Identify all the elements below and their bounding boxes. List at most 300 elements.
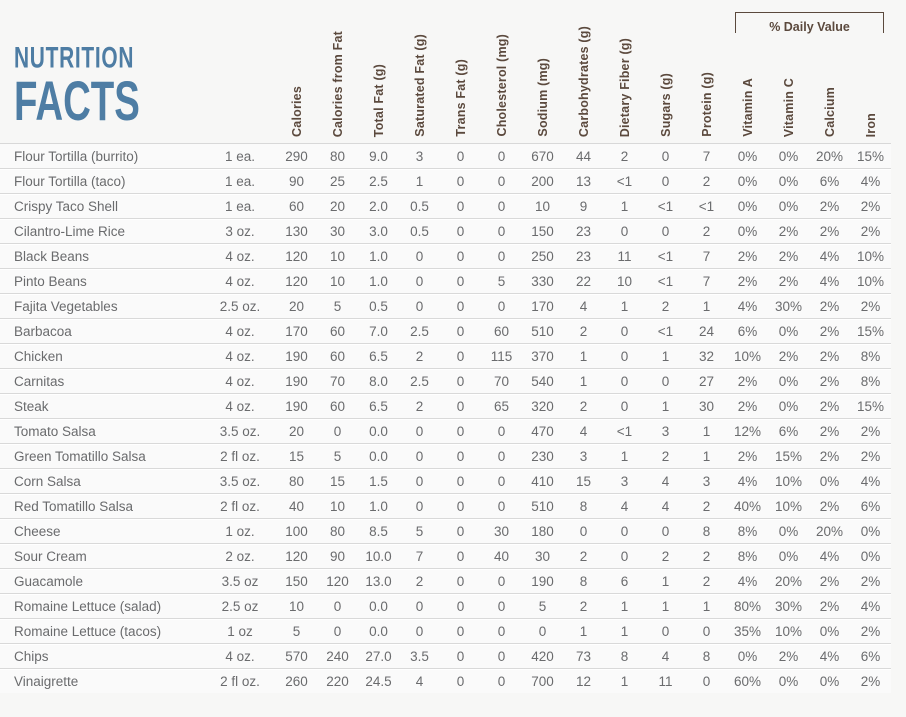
value-cell: 70: [481, 368, 522, 393]
table-row: [0, 643, 891, 668]
value-cell: 60: [276, 193, 317, 218]
value-cell: 170: [522, 293, 563, 318]
serving-size-cell: 3.5 oz: [204, 568, 276, 593]
column-header-trans-fat-g: [440, 0, 481, 144]
value-cell: 6%: [727, 318, 768, 343]
value-cell: 0: [440, 368, 481, 393]
value-cell: 24: [686, 318, 727, 343]
value-cell: 30%: [768, 293, 809, 318]
value-cell: 0: [440, 618, 481, 643]
value-cell: 10: [317, 243, 358, 268]
value-cell: 5: [317, 443, 358, 468]
value-cell: 0%: [809, 618, 850, 643]
value-cell: 290: [276, 144, 317, 168]
value-cell: 20%: [809, 144, 850, 168]
value-cell: 510: [522, 493, 563, 518]
value-cell: 1: [604, 443, 645, 468]
value-cell: 2%: [809, 293, 850, 318]
table-row: [0, 393, 891, 418]
value-cell: 13.0: [358, 568, 399, 593]
value-cell: 100: [276, 518, 317, 543]
value-cell: 2%: [850, 293, 891, 318]
value-cell: 4%: [850, 468, 891, 493]
value-cell: 320: [522, 393, 563, 418]
value-cell: 150: [522, 218, 563, 243]
column-header-total-fat-g: [358, 0, 399, 144]
table-row: [0, 218, 891, 243]
value-cell: 8.0: [358, 368, 399, 393]
value-cell: 0: [604, 543, 645, 568]
value-cell: 12: [563, 668, 604, 693]
value-cell: 30: [481, 518, 522, 543]
table-row: [0, 543, 891, 568]
value-cell: 8: [686, 643, 727, 668]
value-cell: 15%: [850, 318, 891, 343]
value-cell: 0: [481, 468, 522, 493]
serving-size-cell: 2.5 oz: [204, 593, 276, 618]
column-header-label: Total Fat (g): [371, 63, 386, 137]
item-name-cell: Black Beans: [0, 243, 204, 268]
value-cell: 15: [276, 443, 317, 468]
value-cell: 2%: [727, 393, 768, 418]
value-cell: 0: [645, 368, 686, 393]
value-cell: 8: [563, 568, 604, 593]
value-cell: 9: [563, 193, 604, 218]
value-cell: 30: [522, 543, 563, 568]
value-cell: 0%: [768, 144, 809, 168]
serving-size-cell: 2 fl oz.: [204, 493, 276, 518]
value-cell: 4%: [809, 543, 850, 568]
value-cell: 2%: [809, 593, 850, 618]
item-name-cell: Barbacoa: [0, 318, 204, 343]
value-cell: 2: [399, 393, 440, 418]
value-cell: 230: [522, 443, 563, 468]
value-cell: 7: [399, 543, 440, 568]
value-cell: 44: [563, 144, 604, 168]
value-cell: 0: [440, 643, 481, 668]
value-cell: 330: [522, 268, 563, 293]
value-cell: 2%: [809, 443, 850, 468]
value-cell: 10: [317, 268, 358, 293]
item-name-cell: Carnitas: [0, 368, 204, 393]
value-cell: 0%: [727, 218, 768, 243]
value-cell: <1: [686, 193, 727, 218]
value-cell: 8%: [850, 343, 891, 368]
value-cell: 0: [440, 318, 481, 343]
value-cell: 2: [399, 568, 440, 593]
value-cell: 0.5: [399, 193, 440, 218]
value-cell: 2%: [850, 443, 891, 468]
value-cell: 0: [317, 593, 358, 618]
column-header-label: Sodium (mg): [535, 58, 550, 137]
item-name-cell: Pinto Beans: [0, 268, 204, 293]
value-cell: 2%: [809, 218, 850, 243]
value-cell: 4%: [850, 168, 891, 193]
value-cell: 2: [399, 343, 440, 368]
value-cell: 60%: [727, 668, 768, 693]
item-name-cell: Sour Cream: [0, 543, 204, 568]
column-header-label: Protein (g): [699, 72, 714, 137]
value-cell: 0: [440, 518, 481, 543]
value-cell: 20%: [809, 518, 850, 543]
value-cell: 2%: [768, 218, 809, 243]
item-name-cell: Flour Tortilla (burrito): [0, 144, 204, 168]
value-cell: 0: [645, 618, 686, 643]
value-cell: 1: [604, 293, 645, 318]
value-cell: 1: [604, 668, 645, 693]
value-cell: 0: [481, 493, 522, 518]
value-cell: 25: [317, 168, 358, 193]
value-cell: 2%: [850, 418, 891, 443]
value-cell: 0: [399, 468, 440, 493]
logo-text-nutrition: NUTRITION: [14, 41, 135, 75]
value-cell: 2.5: [399, 368, 440, 393]
value-cell: 20: [317, 193, 358, 218]
value-cell: 0%: [809, 668, 850, 693]
value-cell: 540: [522, 368, 563, 393]
value-cell: 4: [563, 293, 604, 318]
value-cell: 2%: [809, 418, 850, 443]
value-cell: 40: [276, 493, 317, 518]
serving-size-cell: 4 oz.: [204, 343, 276, 368]
value-cell: <1: [645, 193, 686, 218]
item-name-cell: Flour Tortilla (taco): [0, 168, 204, 193]
value-cell: 0: [399, 293, 440, 318]
value-cell: 8%: [727, 543, 768, 568]
value-cell: 70: [317, 368, 358, 393]
value-cell: 0: [481, 193, 522, 218]
value-cell: 1: [686, 418, 727, 443]
value-cell: 11: [645, 668, 686, 693]
value-cell: 0: [645, 518, 686, 543]
value-cell: 0: [440, 243, 481, 268]
item-name-cell: Fajita Vegetables: [0, 293, 204, 318]
value-cell: 4%: [727, 468, 768, 493]
value-cell: 1.5: [358, 468, 399, 493]
column-header-protein-g: [686, 0, 727, 144]
table-row: [0, 293, 891, 318]
value-cell: 5: [481, 268, 522, 293]
table-row: [0, 318, 891, 343]
value-cell: 0.0: [358, 418, 399, 443]
value-cell: 2: [686, 568, 727, 593]
value-cell: 40: [481, 543, 522, 568]
value-cell: 130: [276, 218, 317, 243]
value-cell: 0: [399, 268, 440, 293]
value-cell: 10: [522, 193, 563, 218]
value-cell: 9.0: [358, 144, 399, 168]
value-cell: 470: [522, 418, 563, 443]
value-cell: 0: [563, 518, 604, 543]
value-cell: 1: [645, 593, 686, 618]
value-cell: 0%: [768, 368, 809, 393]
value-cell: 0: [440, 268, 481, 293]
value-cell: 22: [563, 268, 604, 293]
serving-size-cell: 3.5 oz.: [204, 418, 276, 443]
value-cell: 260: [276, 668, 317, 693]
value-cell: 24.5: [358, 668, 399, 693]
value-cell: 0: [686, 618, 727, 643]
value-cell: 0: [481, 668, 522, 693]
value-cell: 4: [399, 668, 440, 693]
value-cell: 0: [440, 343, 481, 368]
value-cell: 120: [276, 268, 317, 293]
value-cell: 6.5: [358, 393, 399, 418]
column-header-label: Saturated Fat (g): [412, 34, 427, 137]
value-cell: 2: [645, 293, 686, 318]
value-cell: 15: [317, 468, 358, 493]
value-cell: 0: [604, 393, 645, 418]
table-row: [0, 493, 891, 518]
value-cell: 4%: [727, 293, 768, 318]
value-cell: <1: [645, 243, 686, 268]
value-cell: 0: [440, 593, 481, 618]
value-cell: 190: [522, 568, 563, 593]
column-header-label: Cholesterol (mg): [494, 34, 509, 137]
value-cell: 670: [522, 144, 563, 168]
table-row: [0, 443, 891, 468]
value-cell: 2%: [768, 243, 809, 268]
value-cell: 12%: [727, 418, 768, 443]
value-cell: 250: [522, 243, 563, 268]
table-row: [0, 268, 891, 293]
value-cell: 0: [481, 144, 522, 168]
value-cell: 1.0: [358, 243, 399, 268]
value-cell: 0%: [850, 543, 891, 568]
table-row: [0, 618, 891, 643]
value-cell: 90: [276, 168, 317, 193]
value-cell: 0: [399, 593, 440, 618]
value-cell: 0: [645, 218, 686, 243]
table-row: [0, 668, 891, 693]
value-cell: 2%: [768, 643, 809, 668]
value-cell: 0%: [727, 168, 768, 193]
value-cell: 510: [522, 318, 563, 343]
value-cell: 0: [604, 218, 645, 243]
value-cell: 0: [645, 168, 686, 193]
value-cell: 2%: [809, 368, 850, 393]
value-cell: 190: [276, 393, 317, 418]
serving-size-cell: 4 oz.: [204, 393, 276, 418]
value-cell: 2: [604, 144, 645, 168]
serving-size-cell: 4 oz.: [204, 643, 276, 668]
value-cell: 10%: [850, 243, 891, 268]
value-cell: 80: [276, 468, 317, 493]
table-row: [0, 518, 891, 543]
value-cell: 2%: [809, 343, 850, 368]
value-cell: 8: [604, 643, 645, 668]
value-cell: 20: [276, 418, 317, 443]
value-cell: 23: [563, 243, 604, 268]
value-cell: 30%: [768, 593, 809, 618]
value-cell: 3: [604, 468, 645, 493]
value-cell: 0%: [768, 518, 809, 543]
value-cell: 0%: [768, 193, 809, 218]
value-cell: 0: [440, 193, 481, 218]
value-cell: 2: [563, 393, 604, 418]
column-header-calories-from-fat: [317, 0, 358, 144]
value-cell: 1: [563, 618, 604, 643]
value-cell: 8: [686, 518, 727, 543]
value-cell: 0: [481, 293, 522, 318]
item-name-cell: Green Tomatillo Salsa: [0, 443, 204, 468]
value-cell: 1: [604, 593, 645, 618]
value-cell: 4%: [809, 243, 850, 268]
column-header-label: Vitamin A: [740, 78, 755, 137]
serving-size-cell: 1 oz.: [204, 518, 276, 543]
item-name-cell: Romaine Lettuce (tacos): [0, 618, 204, 643]
value-cell: 0: [440, 218, 481, 243]
value-cell: 10%: [768, 493, 809, 518]
value-cell: 1: [686, 593, 727, 618]
value-cell: 2%: [727, 368, 768, 393]
column-header-carbohydrates-g: [563, 0, 604, 144]
column-header-label: Calories from Fat: [330, 30, 345, 137]
table-row: [0, 568, 891, 593]
serving-size-cell: 2.5 oz.: [204, 293, 276, 318]
value-cell: 3: [399, 144, 440, 168]
value-cell: 4%: [809, 268, 850, 293]
value-cell: 2%: [850, 218, 891, 243]
value-cell: 0: [399, 618, 440, 643]
value-cell: 120: [276, 243, 317, 268]
value-cell: 10: [276, 593, 317, 618]
value-cell: <1: [645, 268, 686, 293]
value-cell: 120: [317, 568, 358, 593]
item-name-cell: Vinaigrette: [0, 668, 204, 693]
value-cell: 2%: [850, 193, 891, 218]
value-cell: 32: [686, 343, 727, 368]
value-cell: 1: [563, 343, 604, 368]
value-cell: 60: [317, 318, 358, 343]
item-name-cell: Steak: [0, 393, 204, 418]
value-cell: 73: [563, 643, 604, 668]
value-cell: <1: [604, 418, 645, 443]
value-cell: 10.0: [358, 543, 399, 568]
value-cell: 0%: [727, 144, 768, 168]
value-cell: 8%: [850, 368, 891, 393]
value-cell: 180: [522, 518, 563, 543]
item-name-cell: Chicken: [0, 343, 204, 368]
item-name-cell: Cheese: [0, 518, 204, 543]
value-cell: 0: [440, 543, 481, 568]
value-cell: 5: [399, 518, 440, 543]
value-cell: 2.5: [399, 318, 440, 343]
value-cell: 0: [604, 368, 645, 393]
value-cell: 2: [686, 493, 727, 518]
value-cell: 15%: [768, 443, 809, 468]
value-cell: 1: [399, 168, 440, 193]
serving-size-cell: 1 ea.: [204, 168, 276, 193]
value-cell: 2%: [809, 318, 850, 343]
value-cell: 1.0: [358, 268, 399, 293]
value-cell: 6%: [850, 643, 891, 668]
value-cell: 2%: [809, 393, 850, 418]
value-cell: 0.0: [358, 443, 399, 468]
value-cell: 23: [563, 218, 604, 243]
value-cell: 90: [317, 543, 358, 568]
value-cell: 5: [317, 293, 358, 318]
value-cell: 190: [276, 343, 317, 368]
value-cell: 190: [276, 368, 317, 393]
value-cell: 0%: [768, 168, 809, 193]
value-cell: 15%: [850, 393, 891, 418]
value-cell: 0: [686, 668, 727, 693]
item-name-cell: Corn Salsa: [0, 468, 204, 493]
value-cell: 115: [481, 343, 522, 368]
table-row: [0, 368, 891, 393]
item-name-cell: Tomato Salsa: [0, 418, 204, 443]
value-cell: 0%: [768, 318, 809, 343]
value-cell: 6%: [850, 493, 891, 518]
value-cell: 0: [317, 618, 358, 643]
nutrition-facts-logo: [14, 41, 211, 134]
value-cell: 4%: [727, 568, 768, 593]
value-cell: 1: [604, 193, 645, 218]
value-cell: 3.5: [399, 643, 440, 668]
column-header-label: Carbohydrates (g): [576, 25, 591, 137]
table-row: [0, 418, 891, 443]
value-cell: 7.0: [358, 318, 399, 343]
value-cell: 10: [604, 268, 645, 293]
value-cell: 0: [481, 443, 522, 468]
value-cell: 10%: [850, 268, 891, 293]
value-cell: 0%: [850, 518, 891, 543]
column-header-calories: [276, 0, 317, 144]
value-cell: 420: [522, 643, 563, 668]
value-cell: 6%: [768, 418, 809, 443]
column-header-sugars-g: [645, 0, 686, 144]
value-cell: 5: [522, 593, 563, 618]
table-row: [0, 468, 891, 493]
table-row: [0, 144, 891, 168]
value-cell: 0%: [809, 468, 850, 493]
value-cell: 150: [276, 568, 317, 593]
value-cell: 10: [317, 493, 358, 518]
serving-size-cell: 4 oz.: [204, 318, 276, 343]
value-cell: 4: [645, 493, 686, 518]
column-header-label: Sugars (g): [658, 73, 673, 137]
value-cell: 13: [563, 168, 604, 193]
value-cell: 4: [645, 643, 686, 668]
value-cell: 0: [399, 493, 440, 518]
item-name-cell: Chips: [0, 643, 204, 668]
value-cell: 2: [686, 168, 727, 193]
serving-size-cell: 4 oz.: [204, 368, 276, 393]
value-cell: 1: [645, 343, 686, 368]
value-cell: 2: [645, 543, 686, 568]
column-header-label: Calcium: [822, 86, 837, 137]
value-cell: 1: [604, 618, 645, 643]
value-cell: 2: [563, 318, 604, 343]
value-cell: 2%: [850, 618, 891, 643]
value-cell: 1: [645, 568, 686, 593]
value-cell: 4: [604, 493, 645, 518]
value-cell: 4: [563, 418, 604, 443]
value-cell: 2%: [850, 668, 891, 693]
table-row: [0, 343, 891, 368]
value-cell: 0%: [768, 543, 809, 568]
value-cell: 0%: [727, 193, 768, 218]
value-cell: 4: [645, 468, 686, 493]
column-header-label: Calories: [289, 86, 304, 137]
column-header-label: Trans Fat (g): [453, 59, 468, 137]
value-cell: <1: [604, 168, 645, 193]
value-cell: 8.5: [358, 518, 399, 543]
value-cell: 0: [440, 144, 481, 168]
value-cell: 0: [317, 418, 358, 443]
value-cell: 30: [317, 218, 358, 243]
